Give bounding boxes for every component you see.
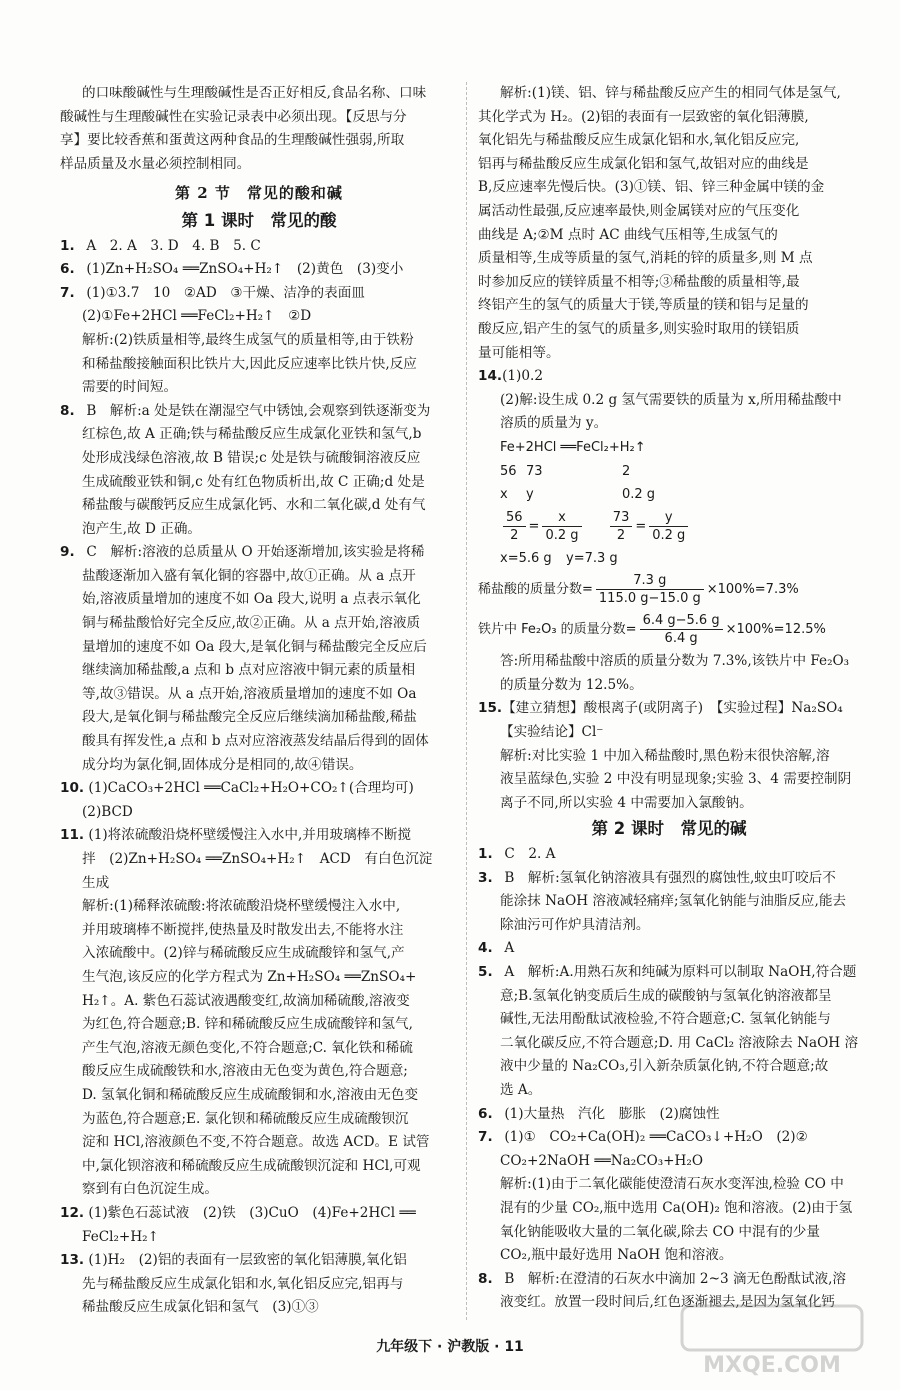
text-line: 时参加反应的镁锌质量不相等;③稀盐酸的质量相等,最	[478, 273, 800, 290]
answer-item	[60, 1202, 458, 1226]
formula-label: 稀盐酸的质量分数=	[478, 582, 593, 598]
numerator: 6.4 g−5.6 g	[640, 612, 723, 630]
answer-text: (1)大量热 汽化 膨胀 (2)腐蚀性	[500, 1105, 720, 1122]
answer-list	[478, 843, 860, 1315]
answer-text: A	[500, 940, 515, 957]
denominator: 2	[616, 527, 626, 543]
text-line: 处形成浅绿色溶液,故 B 错误;c 处是铁与硫酸铜溶液反应	[82, 449, 421, 466]
text-line: 察到有白色沉淀生成。	[82, 1181, 218, 1198]
answer-text: (1)①3.7 10 ②AD ③干燥、洁净的表面皿	[82, 284, 365, 301]
question-number: 9.	[60, 544, 75, 561]
column-divider	[466, 82, 467, 1320]
question-number: 1.	[60, 237, 75, 254]
answer-item	[478, 867, 860, 891]
result-value: y=7.3 g	[566, 550, 618, 566]
fraction	[503, 509, 526, 544]
text-line: 铝再与稀盐酸反应生成氯化铝和氢气,故铝对应的曲线是	[478, 155, 809, 172]
ratio-row: $\frac{56}{2}$ = $\frac{x}{0.2 g}$ $\frac{73}{2}$ = $\frac{y}{0.2 g}$	[500, 507, 860, 547]
text-line: 质量相等,生成等质量的氢气,消耗的锌的质量多,则 M 点	[478, 250, 813, 267]
left-column	[60, 82, 458, 1320]
question-number: 10.	[60, 780, 85, 797]
text-line: (2)①Fe+2HCl ══FeCl₂+H₂↑ ②D	[82, 308, 312, 325]
text-line: 和稀盐酸接触面积比铁片大,因此反应速率比铁片快,反应	[82, 355, 417, 372]
numerator: 7.3 g	[596, 572, 704, 590]
text-line: (2)BCD	[82, 803, 133, 820]
denominator: 6.4 g	[664, 631, 698, 647]
question-number: 6.	[478, 1105, 493, 1122]
text-line: 为蓝色,符合题意;E. 氯化钡和稀硫酸反应生成硫酸钡沉	[82, 1110, 409, 1127]
text-line: 酸碱性与生理酸碱性在实验记录表中必须出现。【反思与分	[60, 108, 407, 125]
text-line: B,反应速率先慢后快。(3)①镁、铝、锌三种金属中镁的金	[478, 179, 825, 196]
text-line: 样品质量及水量必须控制相同。	[60, 155, 251, 172]
analysis-13	[478, 82, 860, 365]
text-line: 其化学式为 H₂。(2)铝的表面有一层致密的氧化铝薄膜,	[478, 108, 809, 125]
text-line: 稀盐酸与碳酸钙反应生成氯化钙、水和二氧化碳,d 处有气	[82, 497, 426, 514]
watermark-logo	[672, 1300, 872, 1380]
answer-item	[60, 258, 458, 282]
text-line: 属活动性最强,反应速率最快,则金属镁对应的气压变化	[478, 202, 800, 219]
question-number: 11.	[60, 827, 85, 844]
text-line: H₂↑。A. 紫色石蕊试液遇酸变红,故滴加稀硫酸,溶液变	[82, 992, 410, 1009]
text-line: 生成硫酸亚铁和铜,c 处有红色物质析出,故 C 正确;d 处是	[82, 473, 425, 490]
text-line: 中,氯化钡溶液和稀硫酸反应生成硫酸钡沉淀和 HCl,可观	[82, 1157, 421, 1174]
text-line: 为红色,符合题意;B. 锌和稀硫酸反应生成硫酸锌和氢气,	[82, 1016, 413, 1033]
text-line: 量可能相等。	[478, 344, 560, 361]
text-line: 答:所用稀盐酸中溶质的质量分数为 7.3%,该铁片中 Fe₂O₃	[500, 653, 850, 670]
lesson-title: 第 1 课时 常见的酸	[181, 210, 337, 230]
answer-item	[478, 843, 860, 867]
mass-value: 2	[622, 463, 631, 479]
denominator: 115.0 g−15.0 g	[598, 591, 701, 607]
question-number: 12.	[60, 1204, 85, 1221]
fraction	[596, 572, 704, 607]
text-line: 溶质的质量为 y。	[500, 415, 608, 432]
text-line: 拌 (2)Zn+H₂SO₄ ══ZnSO₄+H₂↑ ACD 有白色沉淀	[82, 851, 433, 867]
text-line: 需要的时间短。	[82, 379, 178, 396]
text-line: 酸反应,铝产生的氢气的质量多,则实验时取用的镁铝质	[478, 320, 800, 337]
text-line: 享】要比较香蕉和蛋黄这两种食品的生理酸碱性强弱,所取	[60, 132, 405, 149]
text-line: 意;B.氢氧化钠变质后生成的碳酸钠与氢氧化钠溶液都呈	[500, 987, 832, 1004]
watermark-text: MXQE.COM	[703, 1353, 841, 1378]
formula-label: 铁片中 Fe₂O₃ 的质量分数=	[478, 622, 637, 638]
text-line: 液变红。放置一段时间后,红色逐渐褪去,是因为氢氧化钙	[500, 1294, 835, 1311]
denominator: 0.2 g	[652, 527, 686, 543]
text-line: 解析:(1)由于二氧化碳能使澄清石灰水变浑浊,检验 CO 中	[500, 1176, 844, 1193]
answer-text: (1)① CO₂+Ca(OH)₂ ══CaCO₃↓+H₂O (2)②	[500, 1129, 808, 1146]
answer-text: (1)紫色石蕊试液 (2)铁 (3)CuO (4)Fe+2HCl ══	[84, 1204, 416, 1221]
answer-text: (1)CaCO₃+2HCl ══CaCl₂+H₂O+CO₂↑(合理均可)	[84, 780, 414, 797]
question-14	[478, 365, 860, 697]
formula-result: ×100%=12.5%	[725, 622, 826, 638]
text-line: 的质量分数为 12.5%。	[500, 676, 643, 693]
answer-item	[60, 400, 458, 424]
answer-text: (1)H₂ (2)铝的表面有一层致密的氧化铝薄膜,氧化铝	[84, 1252, 407, 1269]
answer-item	[478, 1268, 860, 1292]
text-line: 选 A。	[500, 1081, 542, 1098]
text-line: 铜与稀盐酸恰好完全反应,故②正确。从 a 点开始,溶液质	[82, 615, 421, 632]
mass-value: 73	[526, 463, 543, 479]
answer-text: C 2. A	[500, 846, 556, 863]
question-number: 8.	[478, 1270, 493, 1287]
denominator: 2	[510, 527, 519, 543]
answer-item	[60, 1249, 458, 1273]
answer-item	[478, 1126, 860, 1150]
text-line: 终铝产生的氢气的质量大于镁,等质量的镁和铝与足量的	[478, 297, 809, 314]
answer-text: (1)0.2	[502, 368, 543, 385]
text-line: 液呈蓝绿色,实验 2 中没有明显现象;实验 3、4 需要控制阴	[500, 771, 852, 788]
text-line: CO₂+2NaOH ══Na₂CO₃+H₂O	[500, 1152, 704, 1169]
numerator: 56	[503, 509, 526, 527]
answer-text: (1)Zn+H₂SO₄ ══ZnSO₄+H₂↑ (2)黄色 (3)变小	[82, 261, 404, 278]
text-line: 解析:(1)镁、铝、锌与稀盐酸反应产生的相同气体是氢气,	[500, 85, 841, 101]
var-value: x	[500, 487, 508, 503]
text-line: 氧化铝先与稀盐酸反应生成氯化铝和水,氧化铝反应完,	[478, 132, 800, 149]
text-line: 生气泡,该反应的化学方程式为 Zn+H₂SO₄ ══ZnSO₄+	[82, 968, 417, 985]
question-number: 4.	[478, 940, 493, 957]
text-line: 酸反应生成硫酸铁和水,溶液由无色变为黄色,符合题意;	[82, 1063, 408, 1080]
text-line: 离子不同,所以实验 4 中需要加入氯酸钠。	[500, 794, 753, 811]
text-line: 的口味酸碱性与生理酸碱性是否正好相反,食品名称、口味	[82, 85, 427, 101]
answer-text: B 解析:氢氧化钠溶液具有强烈的腐蚀性,蚊虫叮咬后不	[500, 869, 836, 886]
question-number: 7.	[478, 1129, 493, 1146]
answer-item	[60, 282, 458, 306]
question-number: 7.	[60, 284, 75, 301]
answer-item	[478, 937, 860, 961]
result-value: x=5.6 g	[500, 550, 552, 566]
right-column	[478, 82, 860, 1315]
text-line: 碱性,无法用酚酞试液检验,不符合题意;C. 氢氧化钠能与	[500, 1011, 831, 1028]
question-number: 14.	[478, 368, 503, 385]
text-line: 曲线是 A;②M 点时 AC 曲线气压相等,生成氢气的	[478, 226, 778, 243]
question-number: 8.	[60, 402, 75, 419]
equation-mass-row	[500, 460, 860, 484]
text-line: 量增加的速度不如 Oa 段大,是氧化铜与稀盐酸完全反应后	[82, 638, 427, 655]
text-line: 并用玻璃棒不断搅拌,使热量及时散发出去,不能将水注	[82, 921, 404, 938]
answer-text: 【建立猜想】酸根离子(或阴离子) 【实验过程】Na₂SO₄	[502, 700, 843, 717]
text-line: 生成	[82, 874, 110, 891]
text-line: 盐酸逐渐加入盛有氧化铜的容器中,故①正确。从 a 点开	[82, 567, 416, 584]
var-value: y	[526, 487, 534, 503]
fraction	[610, 509, 633, 544]
acid-fraction-row	[478, 570, 860, 610]
answer-text: A 2. A 3. D 4. B 5. C	[82, 237, 261, 254]
question-number: 6.	[60, 261, 75, 278]
text-line: 入浓硫酸中。(2)锌与稀硫酸反应生成硫酸锌和氢气,产	[82, 945, 405, 962]
answer-item	[60, 235, 458, 259]
question-15	[478, 697, 860, 815]
equation-var-row	[500, 483, 860, 507]
intro-paragraph	[60, 82, 458, 176]
question-number: 5.	[478, 964, 493, 980]
text-line: (2)解:设生成 0.2 g 氢气需要铁的质量为 x,所用稀盐酸中	[500, 391, 842, 408]
lesson-title: 第 2 课时 常见的碱	[591, 819, 747, 839]
calculation	[478, 436, 860, 570]
fraction	[640, 612, 723, 647]
mass-value: 56	[500, 463, 517, 479]
answer-text: B 解析:在澄清的石灰水中滴加 2~3 滴无色酚酞试液,溶	[500, 1270, 847, 1287]
var-value: 0.2 g	[622, 487, 656, 503]
question-number: 13.	[60, 1252, 85, 1269]
text-line: 段大,是氧化铜与稀盐酸完全反应后继续滴加稀盐酸,稀盐	[82, 709, 417, 726]
answer-text: (1)将浓硫酸沿烧杯壁缓慢注入水中,并用玻璃棒不断搅	[84, 827, 412, 844]
answer-text: A 解析:A.用熟石灰和纯碱为原料可以制取 NaOH,符合题	[500, 964, 857, 980]
text-line: 酸具有挥发性,a 点和 b 点对应溶液蒸发结晶后得到的固体	[82, 733, 429, 750]
question-number: 1.	[478, 846, 493, 863]
answer-item	[60, 541, 458, 565]
answer-text: B 解析:a 处是铁在潮湿空气中锈蚀,会观察到铁逐渐变为	[82, 402, 431, 419]
question-number: 15.	[478, 700, 503, 717]
fraction	[542, 509, 581, 544]
numerator: y	[649, 509, 688, 527]
text-line: 混有的少量 CO₂,瓶中选用 Ca(OH)₂ 饱和溶液。(2)由于氢	[500, 1199, 853, 1216]
text-line: 产生气泡,溶液无颜色变化,不符合题意;C. 氧化铁和稀硫	[82, 1039, 413, 1056]
text-line: D. 氢氧化铜和稀硫酸反应生成硫酸铜和水,溶液由无色变	[82, 1086, 419, 1103]
answer-text: C 解析:溶液的总质量从 O 开始逐渐增加,该实验是将稀	[82, 544, 425, 561]
text-line: 解析:对比实验 1 中加入稀盐酸时,黑色粉末很快溶解,溶	[500, 747, 830, 764]
page-footer: 九年级下 · 沪教版 · 11	[376, 1339, 524, 1355]
answer-item	[478, 1103, 860, 1127]
text-line: 始,溶液质量增加的速度不如 Oa 段大,说明 a 点表示氧化	[82, 591, 421, 608]
text-line: 稀盐酸反应生成氯化铝和氢气 (3)①③	[82, 1299, 319, 1316]
answer-item	[60, 824, 458, 848]
section-title: 第 2 节 常见的酸和碱	[175, 184, 343, 203]
answer-item	[478, 961, 860, 985]
text-line: 泡产生,故 D 正确。	[82, 520, 202, 537]
text-line: 解析:(1)稀释浓硫酸:将浓硫酸沿烧杯壁缓慢注入水中,	[82, 898, 401, 915]
text-line: 二氧化碳反应,不符合题意;D. 用 CaCl₂ 溶液除去 NaOH 溶	[500, 1034, 859, 1051]
denominator: 0.2 g	[545, 527, 579, 543]
text-line: FeCl₂+H₂↑	[82, 1228, 160, 1245]
fraction	[649, 509, 688, 544]
formula-result: ×100%=7.3%	[706, 582, 799, 598]
text-line: 等,故③错误。从 a 点开始,溶液质量增加的速度不如 Oa	[82, 685, 417, 702]
text-line: 能涂抹 NaOH 溶液减轻痛痒;氢氧化钠能与油脂反应,能去	[500, 893, 847, 910]
text-line: 成分均为氯化铜,固体成分是相同的,故④错误。	[82, 756, 363, 773]
text-line: 液中少量的 Na₂CO₃,引入新杂质氯化钠,不符合题意;故	[500, 1058, 829, 1075]
result-row	[500, 547, 860, 571]
text-line: 除油污可作炉具清洁剂。	[500, 916, 650, 933]
question-number: 3.	[478, 869, 493, 886]
text-line: 【实验结论】Cl⁻	[500, 724, 604, 741]
text-line: 先与稀盐酸反应生成氯化铝和水,氧化铝反应完,铝再与	[82, 1275, 404, 1292]
text-line: 继续滴加稀盐酸,a 点和 b 点对应溶液中铜元素的质量相	[82, 662, 416, 679]
numerator: 73	[610, 509, 633, 527]
text-line: 解析:(2)铁质量相等,最终生成氢气的质量相等,由于铁粉	[82, 331, 414, 348]
text-line: 氧化钠能吸收大量的二氧化碳,除去 CO 中混有的少量	[500, 1223, 820, 1240]
text-line: 红棕色,故 A 正确;铁与稀盐酸反应生成氯化亚铁和氢气,b	[82, 426, 422, 443]
text-line: 淀和 HCl,溶液颜色不变,不符合题意。故选 ACD。E 试管	[82, 1134, 430, 1151]
rust-fraction-row	[478, 610, 860, 650]
answer-list	[60, 235, 458, 1320]
answer-item	[60, 777, 458, 801]
equation-line: Fe+2HCl ══FeCl₂+H₂↑	[500, 439, 646, 455]
numerator: x	[542, 509, 581, 527]
text-line: CO₂,瓶中最好选用 NaOH 饱和溶液。	[500, 1247, 733, 1264]
